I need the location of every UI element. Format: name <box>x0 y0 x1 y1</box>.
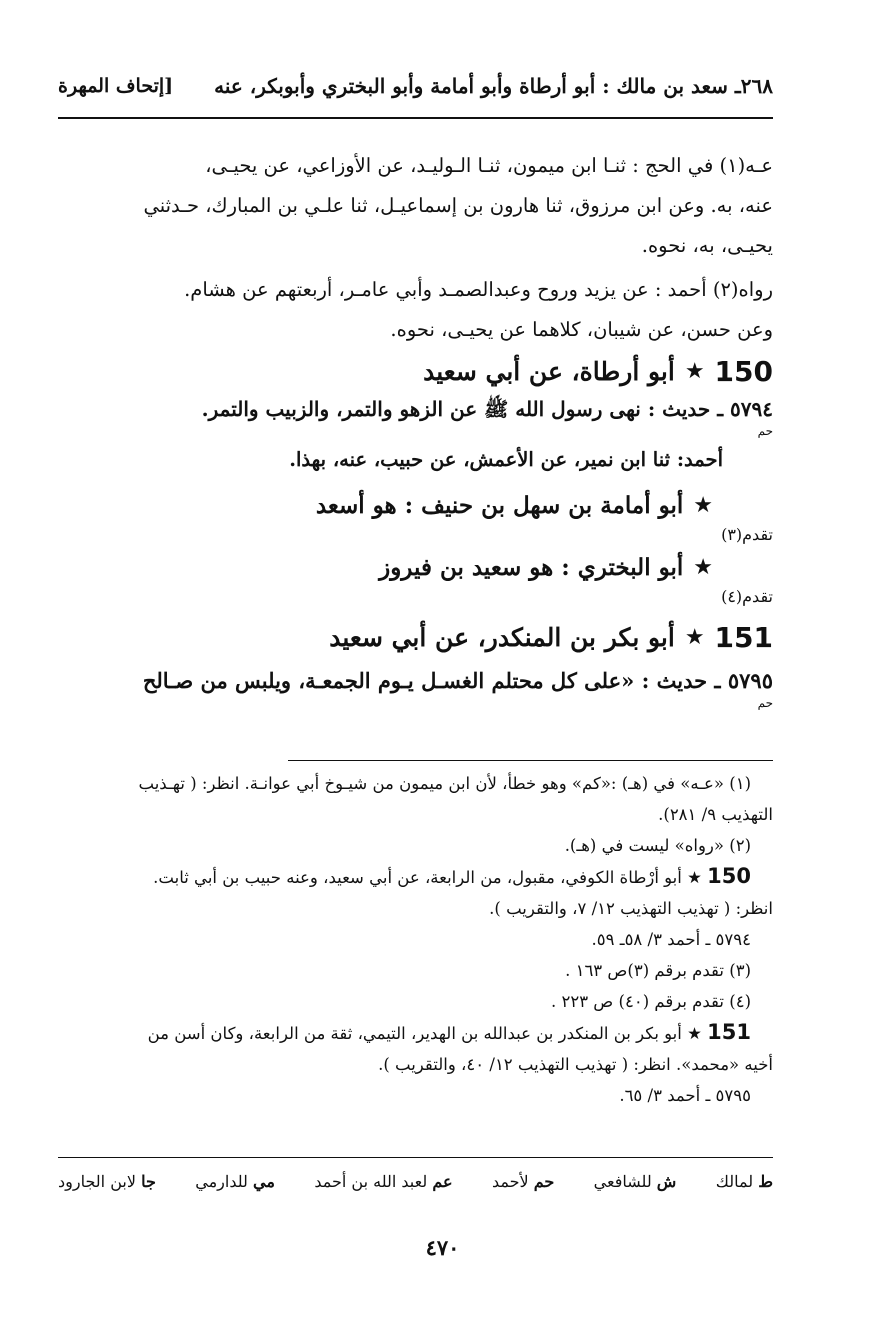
narrator-abu-umama <box>58 486 773 526</box>
footnote-text: ★ أبو بكر بن المنكدر بن عبدالله بن الهدير، التيمي، ثقة من الرابعة، وكان أسن من <box>147 1024 702 1043</box>
header-rule <box>58 117 773 119</box>
text-line: وعن حسن، عن شيبان، كلاهما عن يحيـى، نحوه. <box>390 318 773 341</box>
sigla-legend <box>58 1172 773 1191</box>
legend-item: مي للدارمي <box>195 1172 275 1191</box>
footnote-number: 150 <box>707 864 751 888</box>
hadith-5794: ٥٧٩٤ ـ حديث : نهى رسول الله ﷺ عن الزهو والتمر، والزبيب والتمر. <box>201 397 773 421</box>
section-number: 150 <box>714 355 773 388</box>
hadith-5795: ٥٧٩٥ ـ حديث : «على كل محتلم الغسـل يـوم الجمعـة، ويلبس من صـالح <box>142 668 773 693</box>
hadith-sigla: حم <box>757 424 773 438</box>
text-line: يحيـى، به، نحوه. <box>641 234 773 257</box>
text-line: عـه(١) في الحج : ثنـا ابن ميمون، ثنـا الـوليـد، عن الأوزاعي، عن يحيـى، <box>205 154 773 177</box>
section-heading-151 <box>58 616 773 660</box>
legend-item: ط لمالك <box>715 1172 773 1191</box>
footnote-number: 151 <box>707 1020 751 1044</box>
footnote-1-cont: التهذيب ٩/ ٢٨١). <box>658 805 773 824</box>
legend-item: حم لأحمد <box>491 1172 555 1191</box>
legend-item: جا لابن الجارود <box>58 1172 156 1191</box>
header-title: ٢٦٨ـ سعد بن مالك : أبو أرطاة وأبو أمامة وأبو البختري وأبوبكر، عنه <box>214 74 773 98</box>
hadith-isnad: أحمد: ثنا ابن نمير، عن الأعمش، عن حبيب، عنه، بهذا. <box>289 448 723 471</box>
footnotes <box>58 768 773 1111</box>
footnote-1: (١) «عـه» في (هـ) :«كم» وهو خطأ، لأن ابن ميمون من شيـوخ أبي عوانـة. انظر: ( تهـذيب <box>138 774 751 793</box>
footnote-151-cont: أخيه «محمد». انظر: ( تهذيب التهذيب ١٢/ ٤٠، والتقريب ). <box>378 1055 773 1074</box>
paragraph-2 <box>58 270 773 350</box>
running-header <box>58 70 773 102</box>
cross-reference: تقدم(٣) <box>721 525 773 544</box>
footnote-150-cont: انظر: ( تهذيب التهذيب ١٢/ ٧، والتقريب ). <box>489 899 773 918</box>
footnote-rule <box>288 760 773 761</box>
narrator-text: أبو البختري : هو سعيد بن فيروز <box>379 554 684 581</box>
star-icon: ★ <box>693 493 713 518</box>
footnote-2: (٢) «رواه» ليست في (هـ). <box>564 836 751 855</box>
main-text <box>58 146 773 712</box>
legend-item: ش للشافعي <box>593 1172 677 1191</box>
page-number: ٤٧٠ <box>425 1235 460 1260</box>
narrator-abu-bakhtari <box>58 548 773 588</box>
star-icon: ★ <box>684 359 705 384</box>
hadith-sigla: حم <box>757 696 773 710</box>
footnote-151 <box>58 1017 773 1049</box>
footnote-5795: ٥٧٩٥ ـ أحمد ٣/ ٦٥. <box>619 1086 751 1105</box>
star-icon: ★ <box>693 555 713 580</box>
text-line: عنه، به. وعن ابن مرزوق، ثنا هارون بن إسماعيـل، ثنا علـي بن المبارك، حـدثني <box>143 194 773 217</box>
section-number: 151 <box>714 621 773 654</box>
legend-rule <box>58 1157 773 1158</box>
paragraph-1 <box>58 146 773 266</box>
section-heading-150 <box>58 350 773 394</box>
footnote-150 <box>58 861 773 893</box>
footnote-3: (٣) تقدم برقم (٣)ص ١٦٣ . <box>565 961 751 980</box>
header-book-name: [إتحاف المهرة <box>58 75 174 97</box>
legend-item: عم لعبد الله بن أحمد <box>314 1172 453 1191</box>
section-title: أبو أرطاة، عن أبي سعيد <box>423 357 675 386</box>
footnote-5794: ٥٧٩٤ ـ أحمد ٣/ ٥٨ـ ٥٩. <box>591 930 751 949</box>
star-icon: ★ <box>684 625 705 650</box>
text-line: رواه(٢) أحمد : عن يزيد وروح وعبدالصمـد وأبي عامـر، أربعتهم عن هشام. <box>184 278 773 301</box>
section-title: أبو بكر بن المنكدر، عن أبي سعيد <box>329 623 675 652</box>
footnote-4: (٤) تقدم برقم (٤٠) ص ٢٢٣ . <box>550 992 751 1011</box>
footnote-text: ★ أبو أرْطاة الكوفي، مقبول، من الرابعة، عن أبي سعيد، وعنه حبيب بن أبي ثابت. <box>153 868 702 887</box>
narrator-text: أبو أمامة بن سهل بن حنيف : هو أسعد <box>315 492 684 519</box>
cross-reference: تقدم(٤) <box>721 587 773 606</box>
